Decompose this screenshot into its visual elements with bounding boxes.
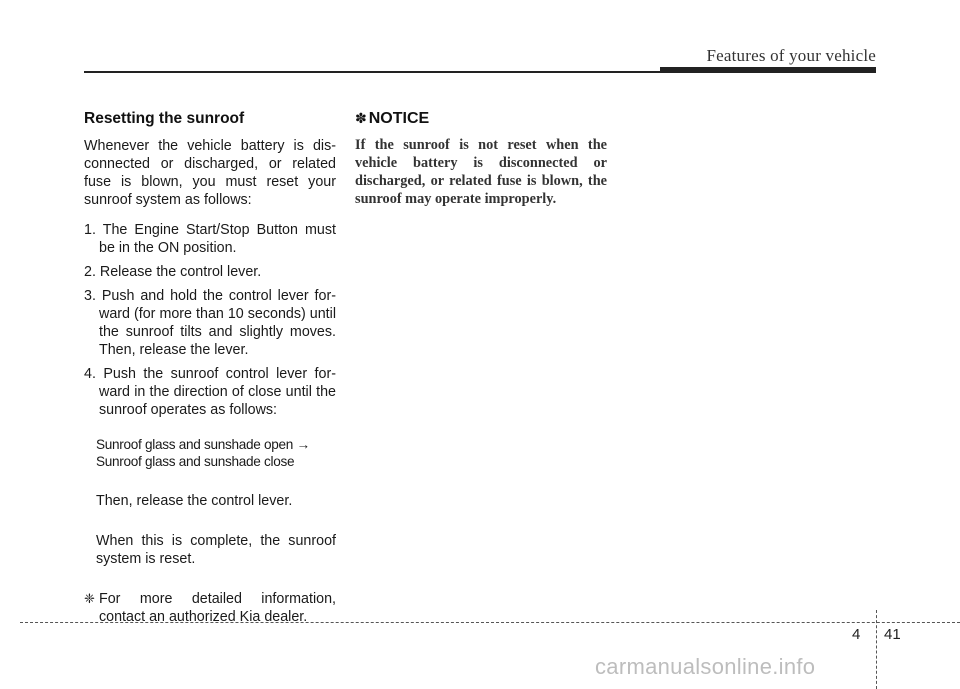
chapter-number: 4 (852, 626, 861, 643)
page-number: 41 (884, 626, 901, 643)
intro-paragraph: Whenever the vehicle battery is dis-connected or discharged, or related fuse is blown, you must reset your sunroof system as follows: (84, 138, 336, 208)
footer-rule (20, 622, 960, 623)
notice-heading-text: NOTICE (368, 110, 430, 127)
notice-body: If the sunroof is not reset when the vehicle battery is disconnected or discharged, or related fuse is blown, the sunroof may operate improperly. (355, 137, 607, 207)
header-rule-accent (660, 67, 876, 72)
step-4: 4. Push the sunroof control lever for-ward in the direction of close until the sunroof operates as follows: (84, 366, 336, 418)
left-column (84, 110, 336, 626)
notice-heading (355, 110, 607, 128)
step-2: 2. Release the control lever. (84, 264, 262, 280)
section-heading: Resetting the sunroof (84, 110, 245, 127)
watermark: carmanualsonline.info (595, 654, 816, 679)
step-1: 1. The Engine Start/Stop Button must be in the ON position. (84, 222, 336, 256)
notice-star-icon: ✽ (355, 110, 367, 126)
release-instruction: Then, release the control lever. (96, 493, 293, 509)
note-marker-icon: ❈ (84, 591, 95, 606)
completion-text: When this is complete, the sunroof system is reset. (96, 533, 336, 567)
step-3: 3. Push and hold the control lever for-ward (for more than 10 seconds) until the sunroof tilts and slightly moves. Then, release the lever. (84, 288, 336, 358)
dealer-note (84, 590, 336, 626)
reset-steps-list (84, 221, 336, 419)
section-header-title: Features of your vehicle (706, 46, 876, 65)
dealer-note-text: For more detailed information, contact an authorized Kia dealer. (99, 591, 336, 625)
footer-divider (876, 610, 877, 689)
operation-sequence: Sunroof glass and sunshade open → Sunroof glass and sunshade close (96, 437, 310, 469)
right-column (355, 110, 607, 208)
